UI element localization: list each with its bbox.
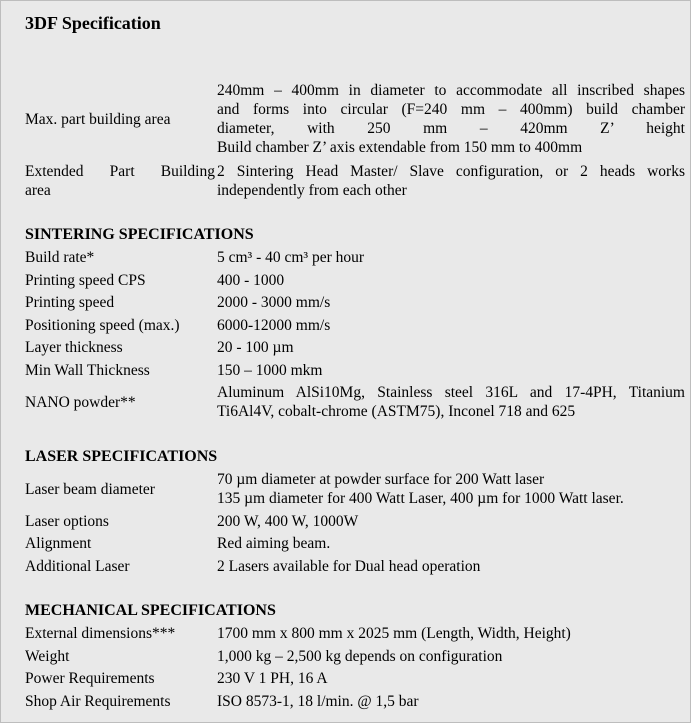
spec-label: Min Wall Thickness xyxy=(25,362,150,379)
spec-value: Red aiming beam. xyxy=(217,535,331,552)
max-part-value-line: and forms into circular (F=240 mm – 400mm) build chamber xyxy=(217,101,685,118)
powder-value-line: Aluminum AlSi10Mg, Stainless steel 316L and 17-4PH, Titanium xyxy=(217,384,685,401)
spec-value: ISO 8573-1, 18 l/min. @ 1,5 bar xyxy=(217,693,419,710)
spec-label: External dimensions*** xyxy=(25,625,176,642)
laser-heading: LASER SPECIFICATIONS xyxy=(25,448,218,465)
mechanical-heading: MECHANICAL SPECIFICATIONS xyxy=(25,602,276,619)
max-part-value-line: diameter, with 250 mm – 420mm Z’ height xyxy=(217,120,685,137)
extended-area-label-cont: area xyxy=(25,182,51,199)
page-title: 3DF Specification xyxy=(25,13,161,33)
spec-value: 1,000 kg – 2,500 kg depends on configuration xyxy=(217,648,503,665)
spec-label: Printing speed CPS xyxy=(25,272,146,289)
extended-area-label: Extended Part Building xyxy=(25,163,215,180)
max-part-label: Max. part building area xyxy=(25,111,171,128)
max-part-value-line: Build chamber Z’ axis extendable from 150 mm to 400mm xyxy=(217,139,583,156)
spec-value: 400 - 1000 xyxy=(217,272,285,289)
sintering-heading: SINTERING SPECIFICATIONS xyxy=(25,226,254,243)
max-part-value-line: 240mm – 400mm in diameter to accommodate all inscribed shapes xyxy=(217,82,685,99)
beam-diameter-label: Laser beam diameter xyxy=(25,481,155,498)
spec-label: Shop Air Requirements xyxy=(25,693,171,710)
beam-diameter-value-line: 70 µm diameter at powder surface for 200 Watt laser xyxy=(217,471,545,488)
spec-label: Power Requirements xyxy=(25,670,155,687)
spec-value: 6000-12000 mm/s xyxy=(217,317,331,334)
spec-label: Weight xyxy=(25,648,70,665)
spec-value: 5 cm³ - 40 cm³ per hour xyxy=(217,249,365,266)
spec-value: 150 – 1000 mkm xyxy=(217,362,323,379)
spec-value: 2000 - 3000 mm/s xyxy=(217,294,331,311)
spec-value: 230 V 1 PH, 16 A xyxy=(217,670,328,687)
spec-label: Positioning speed (max.) xyxy=(25,317,180,334)
spec-label: Additional Laser xyxy=(25,558,130,575)
spec-label: Laser options xyxy=(25,513,109,530)
spec-label: Layer thickness xyxy=(25,339,123,356)
beam-diameter-value-line: 135 µm diameter for 400 Watt Laser, 400 µm for 1000 Watt laser. xyxy=(217,490,624,507)
spec-label: Alignment xyxy=(25,535,92,552)
spec-value: 1700 mm x 800 mm x 2025 mm (Length, Width, Height) xyxy=(217,625,571,642)
spec-label: Printing speed xyxy=(25,294,115,311)
extended-area-value-line: 2 Sintering Head Master/ Slave configuration, or 2 heads works xyxy=(217,163,685,180)
spec-value: 20 - 100 µm xyxy=(217,339,294,356)
spec-value: 200 W, 400 W, 1000W xyxy=(217,513,359,530)
extended-area-value-line: independently from each other xyxy=(217,182,407,199)
spec-value: 2 Lasers available for Dual head operation xyxy=(217,558,481,575)
powder-value-line: Ti6Al4V, cobalt-chrome (ASTM75), Inconel 718 and 625 xyxy=(217,403,576,420)
powder-label: NANO powder** xyxy=(25,394,136,411)
spec-label: Build rate* xyxy=(25,249,95,266)
